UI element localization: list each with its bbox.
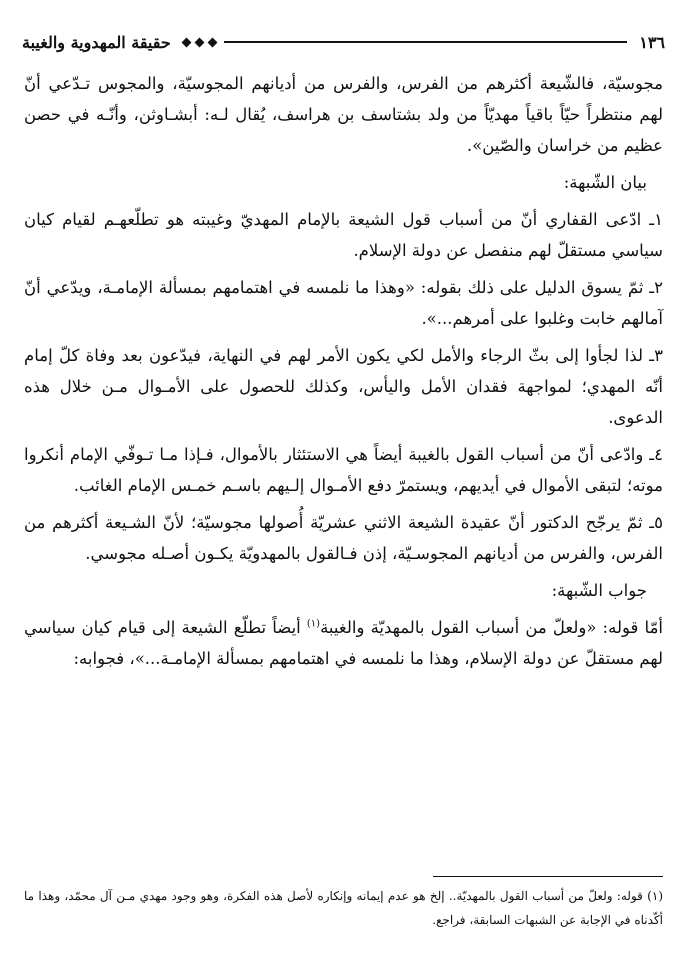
paragraph-intro: مجوسيّة، فالشّيعة أكثرهم من الفرس، والفرس من أديانهم المجوسيّة، والمجوس تـدّعي أنّ لهم منتظراً حيّاً باقياً مهديّاً من ولد بشتاسف بن هراسف، يُقال لـه: أبشـاوثن، وأنّـه في حصن عظيم من خراسان والصّين». [24, 74, 663, 155]
footnote-area [24, 884, 663, 932]
section-heading-statement: بيان الشّبهة: [563, 173, 647, 192]
page-header [22, 30, 665, 54]
running-title: حقيقة المهدوية والغيبة [22, 32, 171, 52]
answer-paragraph [24, 612, 663, 674]
header-rule [224, 41, 627, 43]
numbered-point-1: ١ـ ادّعى القفاري أنّ من أسباب قول الشيعة بالإمام المهديّ وغيبته هو تطلّعهـم لقيام كيان سياسي مستقلّ لهم منفصل عن دولة الإسلام. [24, 210, 663, 260]
answer-text-start: أمّا قوله: «ولعلّ من أسباب القول بالمهديّة والغيبة [320, 618, 663, 637]
answer-text-end: أيضاً تطلّع الشيعة إلى قيام كيان سياسي لهم مستقلّ عن دولة الإسلام، وهذا ما نلمسه في اهتمامهم بمسألة الإمامـة...»، فجوابه: [24, 618, 663, 668]
header-ornament [183, 39, 627, 46]
footnote-reference[interactable]: (١) [306, 618, 321, 630]
numbered-point-5: ٥ـ ثمّ يرجّح الدكتور أنّ عقيدة الشيعة الاثني عشريّة أُصولها مجوسيّة؛ لأنّ الشـيعة أكثرهم من الفرس، والفرس من أديانهم المجوسـيّة، إذن فـالقول بالمهدويّة يكـون أصـله مجوسي. [24, 513, 663, 563]
numbered-point-2: ٢ـ ثمّ يسوق الدليل على ذلك بقوله: «وهذا ما نلمسه في اهتمامهم بمسألة الإمامـة، ويدّعي أنّ آمالهم خابت وغلبوا على أمرهم...». [24, 278, 663, 328]
numbered-point-3: ٣ـ لذا لجأوا إلى بثّ الرجاء والأمل لكي يكون الأمر لهم في النهاية، فيدّعون بعد وفاة كلّ إمام أنّه المهدي؛ لمواجهة فقدان الأمل واليأس، وكذلك للحصول على الأمـوال مـن خلال هذه الدعوى. [24, 346, 663, 427]
section-heading-answer: جواب الشّبهة: [551, 581, 647, 600]
footnote-separator [433, 876, 663, 877]
numbered-point-4: ٤ـ وادّعى أنّ من أسباب القول بالغيبة أيضاً هي الاستئثار بالأموال، فـإذا مـا تـوفّي الإمام أنكروا موته؛ لتبقى الأموال في أيديهم، ويستمرّ دفع الأمـوال إلـيهم باسـم خمـس الإمام الغائب. [24, 445, 663, 495]
footnote-1: (١) قوله: ولعلّ من أسباب القول بالمهديّة.. إلخ هو عدم إيمانه وإنكاره لأصل هذه الفكرة، وهو وجود مهدي مـن آل محمّد، وهذا ما أكّدناه في الإجابة عن الشبهات السابقة، فراجع. [24, 889, 663, 927]
diamond-ornament-icon [183, 39, 216, 46]
body-text [24, 68, 663, 674]
page-number: ١٣٦ [639, 32, 665, 52]
